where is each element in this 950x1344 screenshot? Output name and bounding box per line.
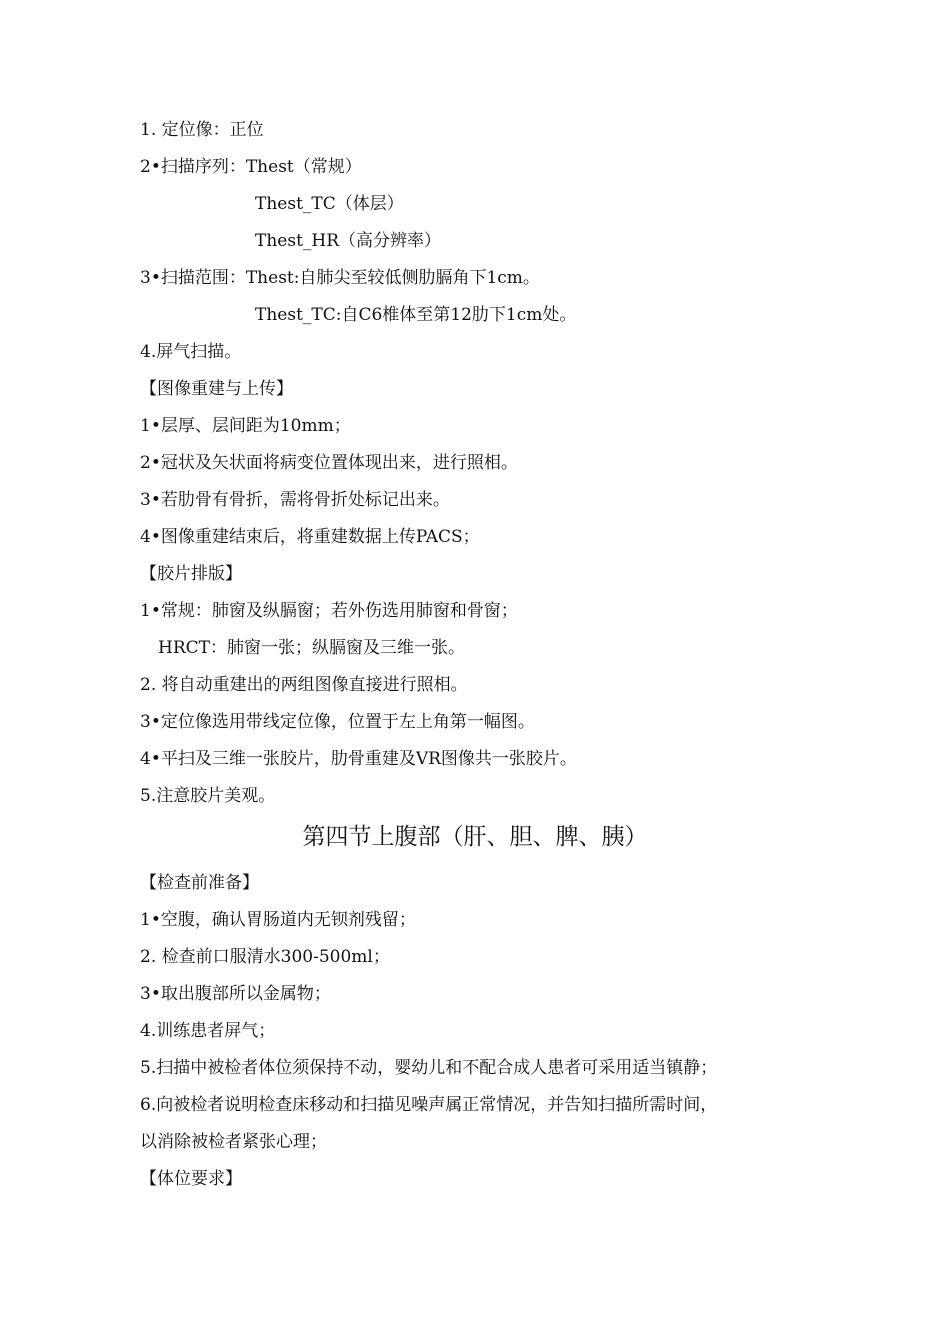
text-line: 2•冠状及矢状面将病变位置体现出来，进行照相。 xyxy=(140,453,518,473)
text-line: 1. 定位像：正位 xyxy=(140,120,264,140)
text-line: HRCT：肺窗一张；纵膈窗及三维一张。 xyxy=(158,638,465,658)
text-line: 6.向被检者说明检查床移动和扫描见噪声属正常情况，并告知扫描所需时间， xyxy=(140,1095,718,1115)
text-line: 1•常规：肺窗及纵膈窗；若外伤选用肺窗和骨窗； xyxy=(140,601,518,621)
section-heading: 【图像重建与上传】 xyxy=(140,379,293,399)
section-heading: 【胶片排版】 xyxy=(140,564,242,584)
text-line: 1•层厚、层间距为10mm； xyxy=(140,416,351,436)
text-line: 以消除被检者紧张心理； xyxy=(140,1132,327,1152)
section-title: 第四节上腹部（肝、胆、脾、胰） xyxy=(302,824,648,850)
text-line: 3•取出腹部所以金属物； xyxy=(140,984,331,1004)
text-line: 4•平扫及三维一张胶片，肋骨重建及VR图像共一张胶片。 xyxy=(140,749,577,769)
section-heading: 【体位要求】 xyxy=(140,1169,242,1189)
text-line: Thest_TC（体层） xyxy=(255,194,404,214)
text-line: 5.扫描中被检者体位须保持不动，婴幼儿和不配合成人患者可采用适当镇静； xyxy=(140,1058,718,1078)
text-line: 1•空腹，确认胃肠道内无钡剂残留； xyxy=(140,910,416,930)
text-line: 4•图像重建结束后，将重建数据上传PACS； xyxy=(140,527,480,547)
text-line: 2•扫描序列：Thest（常规） xyxy=(140,157,362,177)
text-line: 4.训练患者屏气； xyxy=(140,1021,276,1041)
text-line: 3•扫描范围：Thest:自肺尖至较低侧肋膈角下1cm。 xyxy=(140,268,540,288)
section-heading: 【检查前准备】 xyxy=(140,873,259,893)
text-line: 2. 将自动重建出的两组图像直接进行照相。 xyxy=(140,675,468,695)
text-line: 3•定位像选用带线定位像，位置于左上角第一幅图。 xyxy=(140,712,535,732)
text-line: Thest_TC:自C6椎体至第12肋下1cm处。 xyxy=(255,305,577,325)
text-line: 3•若肋骨有骨折，需将骨折处标记出来。 xyxy=(140,490,450,510)
text-line: 5.注意胶片美观。 xyxy=(140,786,276,806)
text-line: 2. 检查前口服清水300-500ml； xyxy=(140,947,390,967)
text-line: 4.屏气扫描。 xyxy=(140,342,242,362)
text-line: Thest_HR（高分辨率） xyxy=(255,231,442,251)
